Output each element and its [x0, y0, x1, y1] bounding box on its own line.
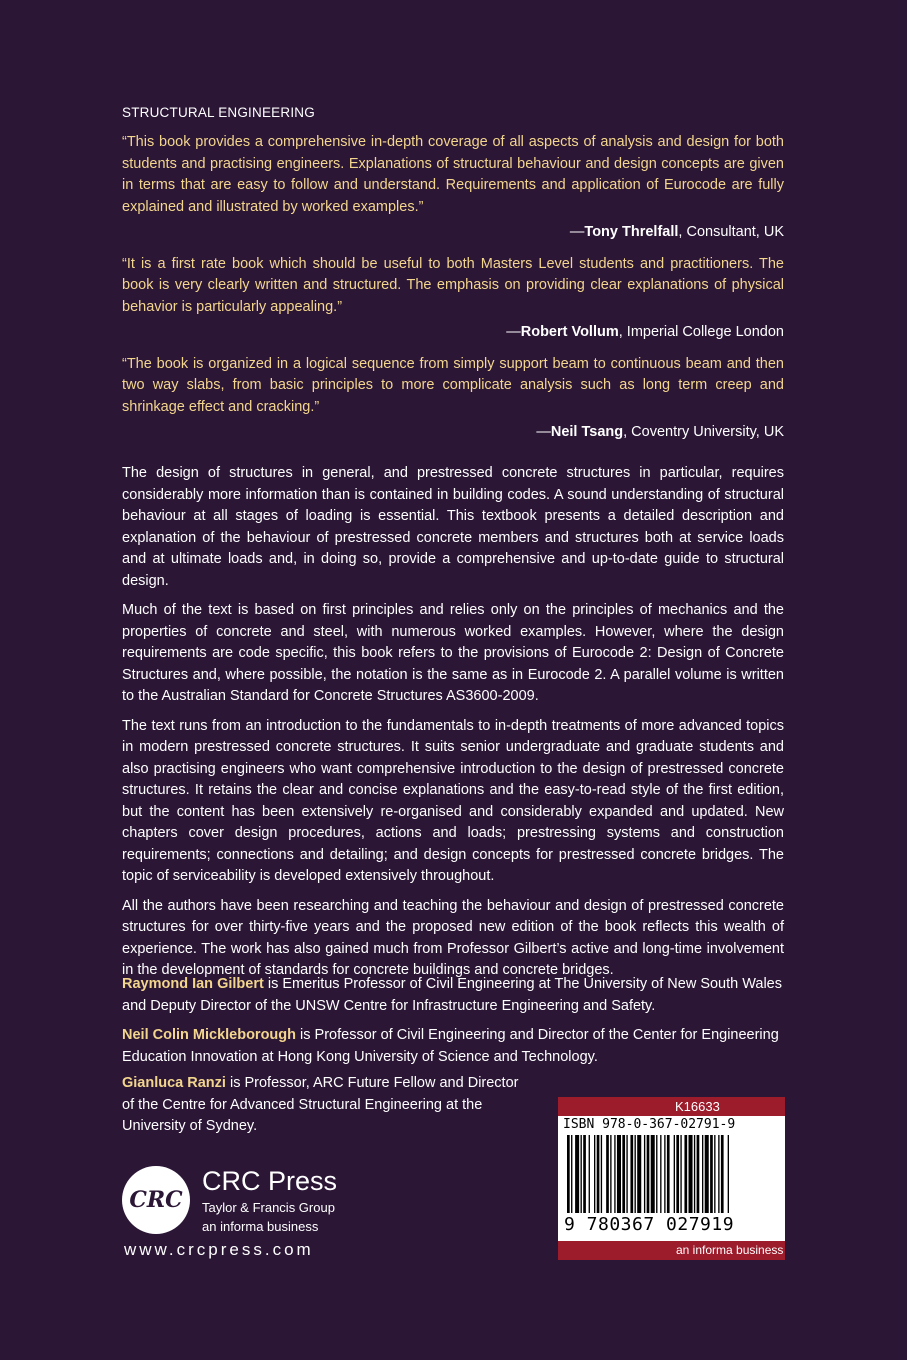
quote-attribution: —Tony Threlfall, Consultant, UK — [569, 224, 784, 240]
barcode-bar — [589, 1135, 590, 1213]
publisher-url: www.crcpress.com — [124, 1240, 314, 1259]
quote-text: “The book is organized in a logical sequence from simply support beam to continuous beam and then two way slabs, from basic principles to more complicate analysis such as long term creep and shrinkage effect and cracking.” — [122, 355, 784, 415]
barcode-bar — [622, 1135, 625, 1213]
barcode-footer: an informa business — [558, 1241, 785, 1260]
barcode-bar — [702, 1135, 703, 1213]
author-bio: Neil Colin Mickleborough is Professor of Civil Engineering and Director of the Center for Engineering Education Innovation at Hong Kong University of Science and Technology. — [122, 1027, 779, 1065]
barcode-bar — [581, 1135, 582, 1213]
barcode-bar — [667, 1135, 670, 1213]
barcode-bar — [567, 1135, 570, 1213]
quote-attribution: —Robert Vollum, Imperial College London — [506, 324, 784, 340]
endorsements — [122, 132, 784, 454]
barcode-bar — [660, 1135, 661, 1213]
quote-author: Robert Vollum — [520, 324, 619, 340]
author-bio: Gianluca Ranzi is Professor, ARC Future Fellow and Director of the Centre for Advanced Structural Engineering at the University of Sydney. — [122, 1075, 519, 1134]
barcode-bar — [674, 1135, 675, 1213]
product-code: K16633 — [558, 1097, 785, 1116]
quote-text: “It is a first rate book which should be useful to both Masters Level students and practitioners. The book is very clearly written and structured. The emphasis on providing clear explanations of physical behavior is particularly appealing.” — [122, 255, 784, 315]
description — [122, 463, 784, 990]
barcode-bar — [647, 1135, 650, 1213]
barcode-bar — [651, 1135, 655, 1213]
barcode-bar — [676, 1135, 679, 1213]
barcode-bar — [575, 1135, 579, 1213]
barcode-bar — [606, 1135, 609, 1213]
barcode-number: 9 780367 027919 — [564, 1214, 735, 1235]
barcode-bar — [718, 1135, 719, 1213]
barcode-bar — [583, 1135, 586, 1213]
author-name: Gianluca Ranzi — [122, 1075, 226, 1091]
barcode-bar — [697, 1135, 700, 1213]
barcode-bar — [714, 1135, 715, 1213]
publisher-group: Taylor & Francis Group — [202, 1200, 335, 1215]
publisher-tagline: an informa business — [202, 1219, 319, 1234]
quote-attribution: —Neil Tsang, Coventry University, UK — [536, 424, 784, 440]
publisher-logo — [122, 1166, 362, 1266]
category-label: STRUCTURAL ENGINEERING — [122, 105, 315, 120]
barcode-bar — [594, 1135, 595, 1213]
barcode-bar — [617, 1135, 621, 1213]
barcode-bar — [610, 1135, 611, 1213]
barcode-bar — [635, 1135, 636, 1213]
barcode-block — [558, 1097, 785, 1260]
publisher-name: CRC Press — [202, 1166, 338, 1196]
barcode-bar — [644, 1135, 645, 1213]
barcode-bar — [728, 1135, 729, 1213]
author-name: Raymond Ian Gilbert — [122, 976, 264, 992]
endorsement-3 — [122, 354, 784, 444]
barcode-icon — [567, 1135, 776, 1215]
barcode-bar — [637, 1135, 641, 1213]
barcode-bar — [684, 1135, 687, 1213]
crc-logo-icon: CRC — [122, 1166, 190, 1234]
quote-author: Neil Tsang — [550, 424, 624, 440]
barcode-bar — [656, 1135, 657, 1213]
author-bio: Raymond Ian Gilbert is Emeritus Professor of Civil Engineering at The University of New South Wales and Deputy Director of the UNSW Centre for Infrastructure Engineering and Safety. — [122, 976, 782, 1014]
barcode-bar — [705, 1135, 709, 1213]
author-name: Neil Colin Mickleborough — [122, 1027, 297, 1043]
barcode-bar — [689, 1135, 693, 1213]
isbn-text: ISBN 978-0-367-02791-9 — [563, 1117, 736, 1132]
description-paragraph: The text runs from an introduction to the fundamentals to in-depth treatments of more advanced topics in modern prestressed concrete structures. It suits senior undergraduate and graduate students and also practising engineers who want comprehensive introduction to the design of prestressed concrete structures. It retains the clear and concise explanations and the easy-to-read style of the first edition, but the content has been extensively re-organised and considerably expanded and updated. New chapters cover design procedures, actions and loads; prestressing systems and construction requirements; connections and detailing; and design concepts for prestressed concrete bridges. The topic of serviceability is developed extensively throughout. — [122, 717, 784, 884]
endorsement-2 — [122, 254, 784, 344]
description-paragraph: Much of the text is based on first principles and relies only on the principles of mechanics and the properties of concrete and steel, with numerous worked examples. However, where the design requirements are code specific, this book refers to the provisions of Eurocode 2: Design of Concrete Structures and, where possible, the notation is the same as in Eurocode 2. A parallel volume is written to the Australian Standard for Concrete Structures AS3600-2009. — [122, 602, 784, 704]
barcode-bar — [721, 1135, 724, 1213]
barcode-bar — [694, 1135, 695, 1213]
barcode-bar — [664, 1135, 665, 1213]
quote-author: Tony Threlfall — [584, 224, 679, 240]
description-paragraph: All the authors have been researching and teaching the behaviour and design of prestressed concrete structures for over thirty-five years and the proposed new edition of the book reflects this wealth of experience. The work has also gained much from Professor Gilbert’s active and long-time involvement in the development of standards for concrete buildings and concrete bridges. — [122, 897, 784, 978]
barcode-bar — [597, 1135, 600, 1213]
barcode-bar — [710, 1135, 713, 1213]
endorsement-1 — [122, 132, 784, 244]
barcode-bar — [601, 1135, 602, 1213]
barcode-bar — [680, 1135, 681, 1213]
description-paragraph: The design of structures in general, and prestressed concrete structures in particular, requires considerably more information than is contained in building codes. A sound understanding of structural behaviour at all stages of loading is essential. This textbook presents a detailed description and explanation of the behaviour of prestressed concrete members and structures both at service loads and at ultimate loads and, in doing so, provide a comprehensive and up-to-date guide to structural design. — [122, 465, 784, 589]
quote-text: “This book provides a comprehensive in-depth coverage of all aspects of analysis and design for both students and practising engineers. Explanations of structural behaviour and design concepts are given in terms that are easy to follow and understand. Requirements and application of Eurocode are fully explained and illustrated by worked examples.” — [122, 134, 784, 215]
barcode-bar — [614, 1135, 615, 1213]
barcode-bar — [626, 1135, 627, 1213]
barcode-bar — [571, 1135, 572, 1213]
author-bios — [122, 974, 784, 1076]
barcode-bar — [630, 1135, 633, 1213]
